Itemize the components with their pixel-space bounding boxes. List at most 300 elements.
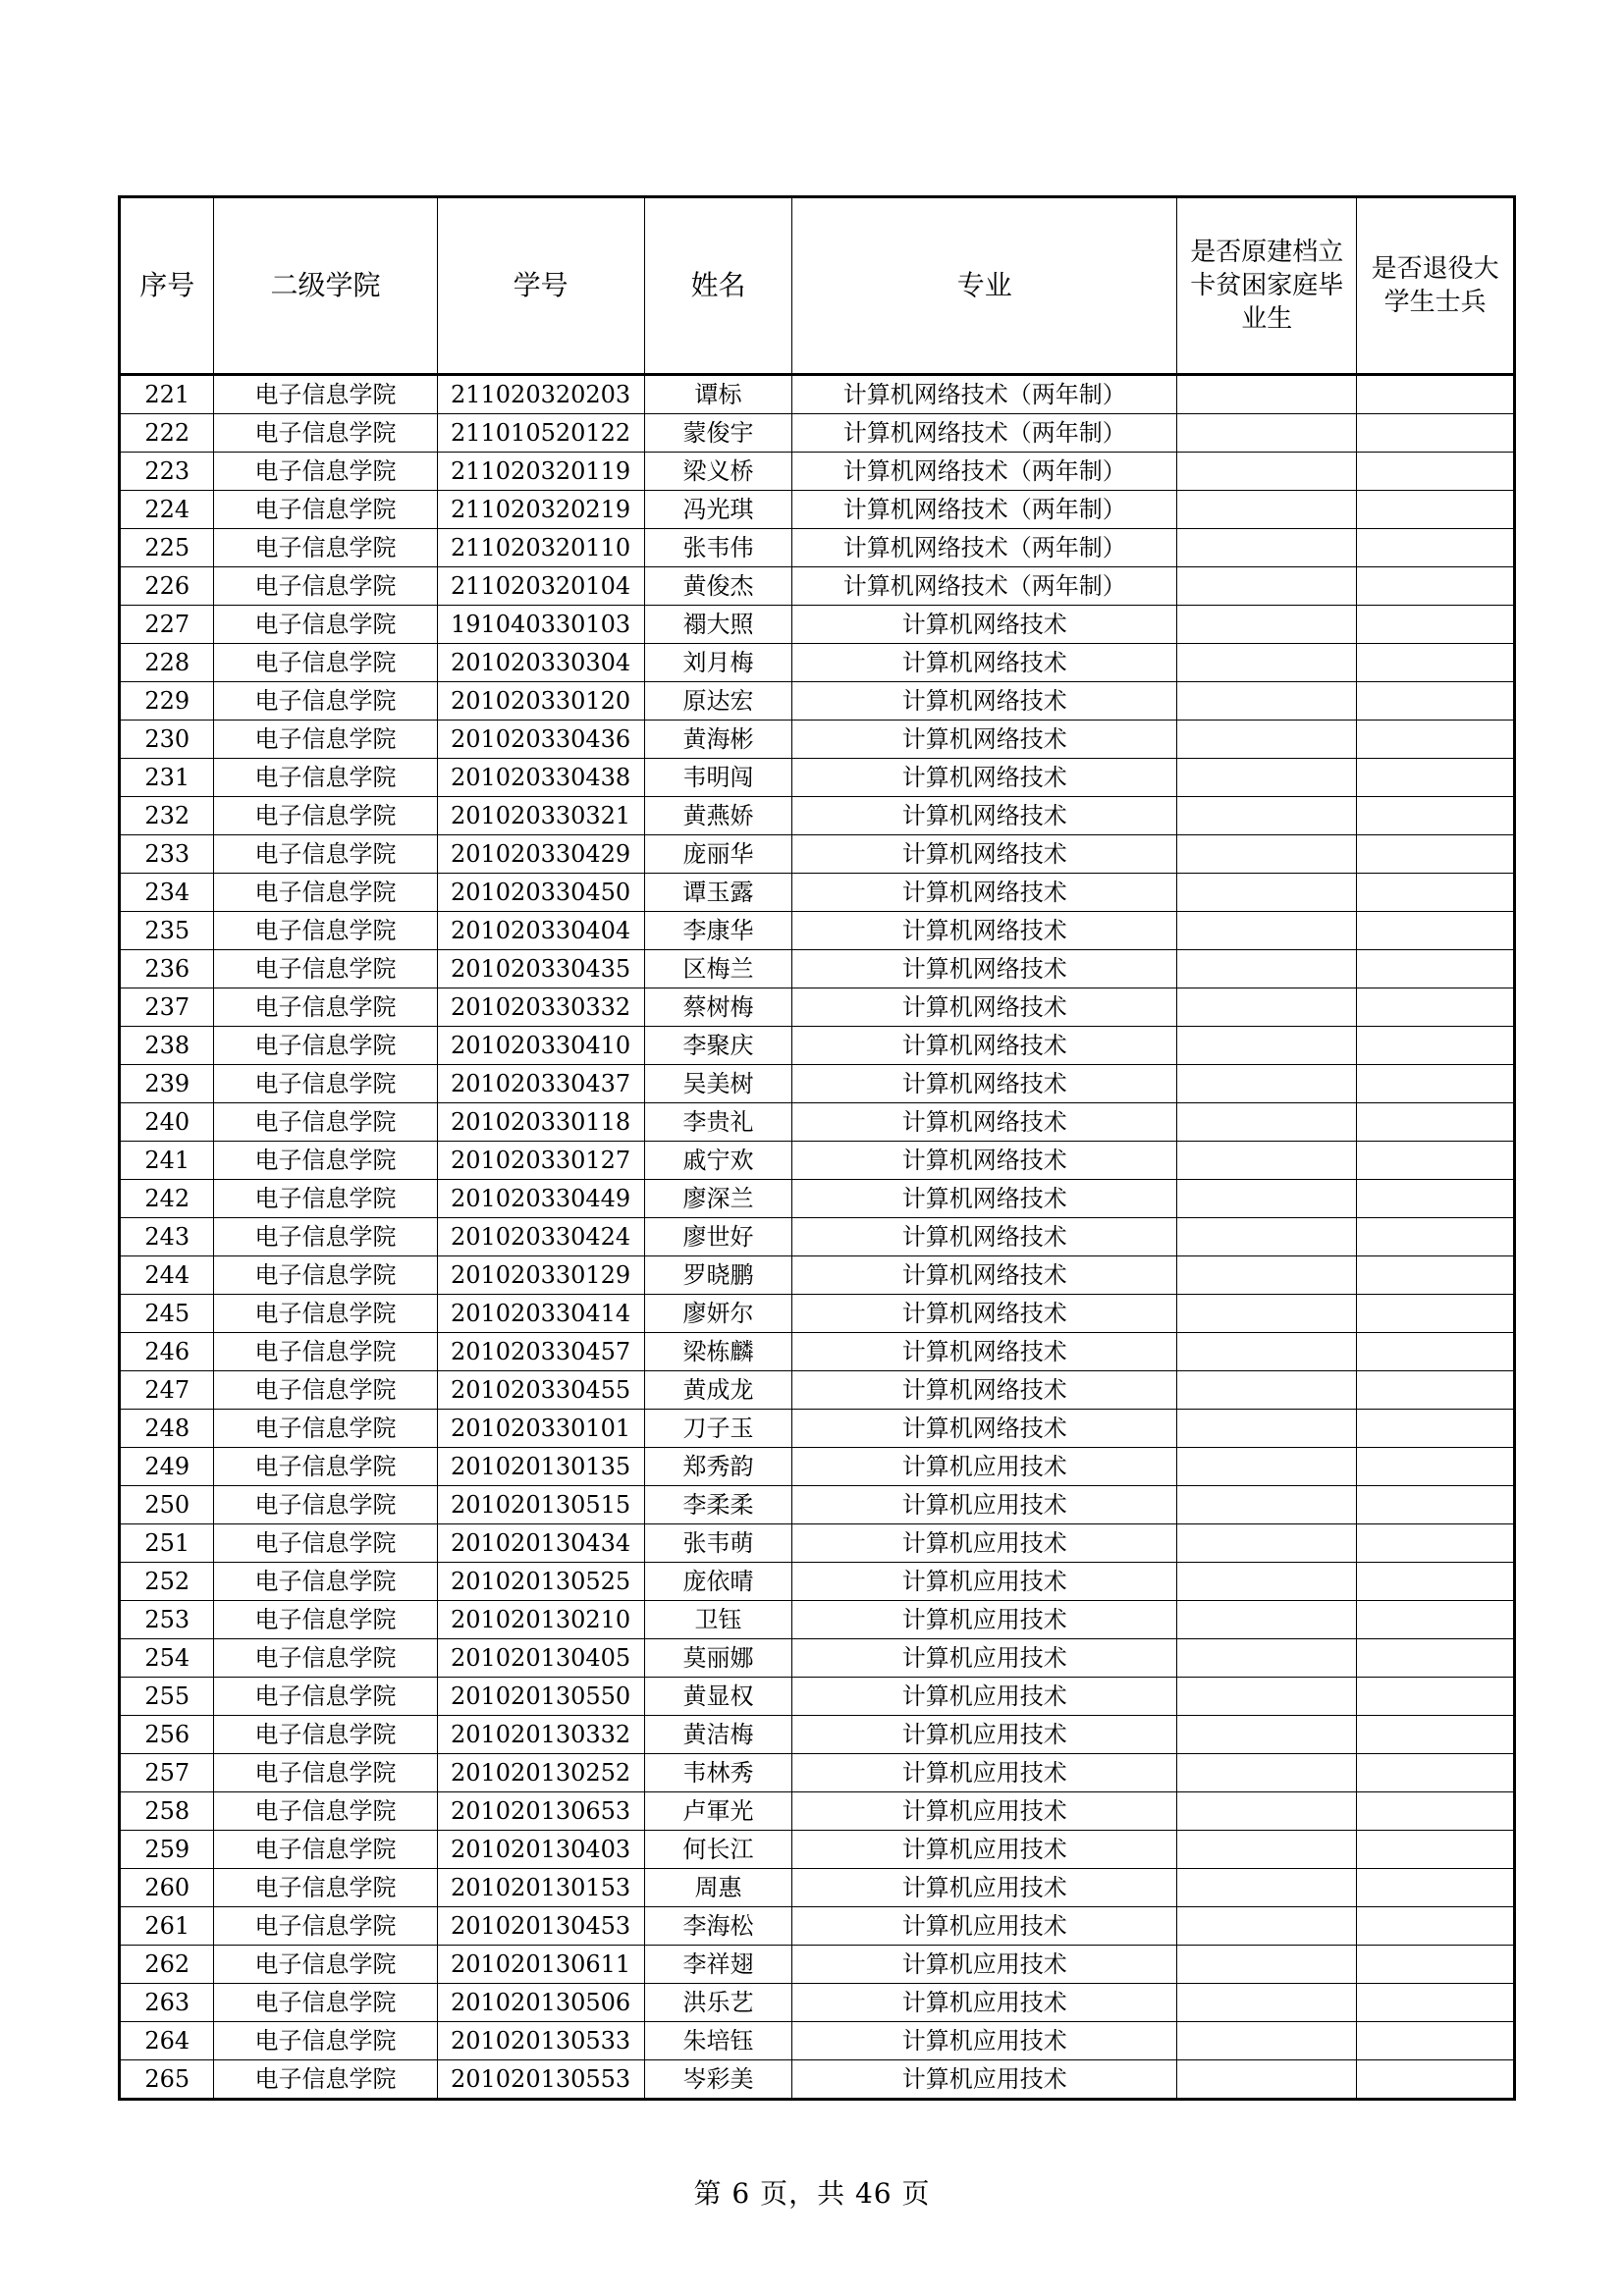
cell-college: 电子信息学院 xyxy=(214,1946,437,1984)
cell-college: 电子信息学院 xyxy=(214,1984,437,2022)
cell-student-id: 201020330414 xyxy=(437,1295,644,1333)
cell-name: 李祥翅 xyxy=(644,1946,792,1984)
cell-college: 电子信息学院 xyxy=(214,606,437,644)
cell-student-id: 201020130153 xyxy=(437,1869,644,1907)
cell-student-id: 201020330304 xyxy=(437,644,644,682)
cell-poor-family xyxy=(1177,950,1357,988)
cell-seq: 222 xyxy=(120,414,214,453)
cell-poor-family xyxy=(1177,1218,1357,1256)
cell-student-id: 211010520122 xyxy=(437,414,644,453)
cell-major: 计算机应用技术 xyxy=(792,1448,1177,1486)
cell-student-id: 201020330120 xyxy=(437,682,644,721)
cell-college: 电子信息学院 xyxy=(214,1180,437,1218)
cell-poor-family xyxy=(1177,1754,1357,1792)
cell-seq: 235 xyxy=(120,912,214,950)
cell-seq: 223 xyxy=(120,453,214,491)
cell-student-id: 201020130210 xyxy=(437,1601,644,1639)
table-row xyxy=(120,1371,1515,1410)
cell-poor-family xyxy=(1177,414,1357,453)
cell-veteran xyxy=(1357,567,1515,606)
cell-student-id: 191040330103 xyxy=(437,606,644,644)
cell-student-id: 201020330457 xyxy=(437,1333,644,1371)
cell-seq: 236 xyxy=(120,950,214,988)
cell-major: 计算机网络技术 xyxy=(792,912,1177,950)
table-row xyxy=(120,1639,1515,1678)
cell-poor-family xyxy=(1177,1907,1357,1946)
cell-veteran xyxy=(1357,1524,1515,1563)
cell-student-id: 201020330321 xyxy=(437,797,644,835)
header-seq: 序号 xyxy=(120,197,214,375)
table-row xyxy=(120,529,1515,567)
cell-seq: 248 xyxy=(120,1410,214,1448)
cell-college: 电子信息学院 xyxy=(214,644,437,682)
cell-seq: 265 xyxy=(120,2060,214,2100)
cell-poor-family xyxy=(1177,1333,1357,1371)
cell-seq: 242 xyxy=(120,1180,214,1218)
cell-veteran xyxy=(1357,682,1515,721)
cell-college: 电子信息学院 xyxy=(214,874,437,912)
cell-veteran xyxy=(1357,1218,1515,1256)
cell-veteran xyxy=(1357,835,1515,874)
cell-seq: 234 xyxy=(120,874,214,912)
cell-college: 电子信息学院 xyxy=(214,1792,437,1831)
cell-seq: 263 xyxy=(120,1984,214,2022)
cell-veteran xyxy=(1357,1333,1515,1371)
cell-seq: 245 xyxy=(120,1295,214,1333)
cell-seq: 252 xyxy=(120,1563,214,1601)
cell-college: 电子信息学院 xyxy=(214,414,437,453)
cell-name: 吴美树 xyxy=(644,1065,792,1103)
cell-veteran xyxy=(1357,1256,1515,1295)
cell-student-id: 201020130434 xyxy=(437,1524,644,1563)
cell-major: 计算机网络技术（两年制） xyxy=(792,375,1177,414)
cell-college: 电子信息学院 xyxy=(214,567,437,606)
cell-name: 刘月梅 xyxy=(644,644,792,682)
cell-college: 电子信息学院 xyxy=(214,988,437,1027)
cell-college: 电子信息学院 xyxy=(214,835,437,874)
cell-name: 张韦萌 xyxy=(644,1524,792,1563)
cell-major: 计算机网络技术 xyxy=(792,1333,1177,1371)
cell-major: 计算机应用技术 xyxy=(792,1754,1177,1792)
cell-major: 计算机网络技术 xyxy=(792,1180,1177,1218)
cell-poor-family xyxy=(1177,1831,1357,1869)
table-row xyxy=(120,2060,1515,2100)
cell-major: 计算机网络技术 xyxy=(792,797,1177,835)
cell-student-id: 201020330127 xyxy=(437,1142,644,1180)
cell-name: 黄显权 xyxy=(644,1678,792,1716)
cell-college: 电子信息学院 xyxy=(214,1486,437,1524)
cell-veteran xyxy=(1357,721,1515,759)
table-row xyxy=(120,1486,1515,1524)
cell-veteran xyxy=(1357,2022,1515,2060)
cell-major: 计算机应用技术 xyxy=(792,1831,1177,1869)
cell-student-id: 201020330436 xyxy=(437,721,644,759)
cell-seq: 233 xyxy=(120,835,214,874)
cell-veteran xyxy=(1357,1563,1515,1601)
table-row xyxy=(120,1180,1515,1218)
cell-poor-family xyxy=(1177,2060,1357,2100)
cell-seq: 246 xyxy=(120,1333,214,1371)
cell-college: 电子信息学院 xyxy=(214,1142,437,1180)
cell-student-id: 201020330435 xyxy=(437,950,644,988)
cell-veteran xyxy=(1357,644,1515,682)
cell-veteran xyxy=(1357,1639,1515,1678)
cell-major: 计算机网络技术 xyxy=(792,644,1177,682)
table-row xyxy=(120,644,1515,682)
cell-seq: 237 xyxy=(120,988,214,1027)
cell-college: 电子信息学院 xyxy=(214,1295,437,1333)
cell-major: 计算机网络技术 xyxy=(792,759,1177,797)
table-row xyxy=(120,1410,1515,1448)
cell-poor-family xyxy=(1177,682,1357,721)
cell-major: 计算机应用技术 xyxy=(792,1639,1177,1678)
cell-seq: 255 xyxy=(120,1678,214,1716)
cell-name: 庞依晴 xyxy=(644,1563,792,1601)
table-row xyxy=(120,414,1515,453)
cell-poor-family xyxy=(1177,1371,1357,1410)
cell-veteran xyxy=(1357,1027,1515,1065)
table-row xyxy=(120,1524,1515,1563)
cell-veteran xyxy=(1357,491,1515,529)
cell-name: 黄成龙 xyxy=(644,1371,792,1410)
cell-student-id: 201020330118 xyxy=(437,1103,644,1142)
cell-student-id: 201020330129 xyxy=(437,1256,644,1295)
cell-poor-family xyxy=(1177,606,1357,644)
cell-veteran xyxy=(1357,912,1515,950)
cell-seq: 226 xyxy=(120,567,214,606)
cell-college: 电子信息学院 xyxy=(214,529,437,567)
cell-poor-family xyxy=(1177,1524,1357,1563)
table-row xyxy=(120,567,1515,606)
table-row xyxy=(120,1716,1515,1754)
cell-major: 计算机应用技术 xyxy=(792,2022,1177,2060)
cell-college: 电子信息学院 xyxy=(214,491,437,529)
table-row xyxy=(120,1065,1515,1103)
cell-major: 计算机网络技术 xyxy=(792,606,1177,644)
table-row xyxy=(120,797,1515,835)
cell-veteran xyxy=(1357,375,1515,414)
cell-college: 电子信息学院 xyxy=(214,1639,437,1678)
cell-veteran xyxy=(1357,1754,1515,1792)
cell-veteran xyxy=(1357,1142,1515,1180)
header-row xyxy=(120,197,1515,375)
cell-name: 黄燕娇 xyxy=(644,797,792,835)
cell-seq: 258 xyxy=(120,1792,214,1831)
cell-poor-family xyxy=(1177,1180,1357,1218)
table-header xyxy=(120,197,1515,375)
cell-student-id: 201020130515 xyxy=(437,1486,644,1524)
cell-poor-family xyxy=(1177,988,1357,1027)
table-row xyxy=(120,1869,1515,1907)
cell-name: 黄洁梅 xyxy=(644,1716,792,1754)
cell-seq: 240 xyxy=(120,1103,214,1142)
cell-name: 罗晓鹏 xyxy=(644,1256,792,1295)
cell-poor-family xyxy=(1177,1678,1357,1716)
cell-major: 计算机应用技术 xyxy=(792,1792,1177,1831)
cell-seq: 259 xyxy=(120,1831,214,1869)
cell-name: 李柔柔 xyxy=(644,1486,792,1524)
cell-veteran xyxy=(1357,1907,1515,1946)
cell-name: 李聚庆 xyxy=(644,1027,792,1065)
cell-college: 电子信息学院 xyxy=(214,759,437,797)
cell-student-id: 201020330449 xyxy=(437,1180,644,1218)
cell-student-id: 211020320110 xyxy=(437,529,644,567)
cell-major: 计算机网络技术 xyxy=(792,721,1177,759)
cell-major: 计算机应用技术 xyxy=(792,1984,1177,2022)
cell-poor-family xyxy=(1177,1716,1357,1754)
cell-seq: 264 xyxy=(120,2022,214,2060)
table-row xyxy=(120,1984,1515,2022)
table-row xyxy=(120,1907,1515,1946)
cell-veteran xyxy=(1357,1448,1515,1486)
cell-poor-family xyxy=(1177,1295,1357,1333)
cell-veteran xyxy=(1357,1946,1515,1984)
cell-name: 冯光琪 xyxy=(644,491,792,529)
cell-major: 计算机网络技术 xyxy=(792,1371,1177,1410)
table-row xyxy=(120,950,1515,988)
table-row xyxy=(120,1333,1515,1371)
cell-student-id: 201020130611 xyxy=(437,1946,644,1984)
cell-college: 电子信息学院 xyxy=(214,950,437,988)
table-row xyxy=(120,1256,1515,1295)
cell-college: 电子信息学院 xyxy=(214,1027,437,1065)
cell-college: 电子信息学院 xyxy=(214,721,437,759)
cell-poor-family xyxy=(1177,1065,1357,1103)
cell-poor-family xyxy=(1177,375,1357,414)
cell-major: 计算机网络技术 xyxy=(792,1142,1177,1180)
cell-veteran xyxy=(1357,1831,1515,1869)
cell-college: 电子信息学院 xyxy=(214,2022,437,2060)
cell-student-id: 201020130453 xyxy=(437,1907,644,1946)
cell-poor-family xyxy=(1177,874,1357,912)
cell-college: 电子信息学院 xyxy=(214,1065,437,1103)
cell-name: 戚宁欢 xyxy=(644,1142,792,1180)
cell-poor-family xyxy=(1177,1639,1357,1678)
cell-college: 电子信息学院 xyxy=(214,1371,437,1410)
cell-name: 廖深兰 xyxy=(644,1180,792,1218)
cell-student-id: 201020330332 xyxy=(437,988,644,1027)
cell-seq: 243 xyxy=(120,1218,214,1256)
cell-name: 区梅兰 xyxy=(644,950,792,988)
cell-seq: 232 xyxy=(120,797,214,835)
cell-poor-family xyxy=(1177,1256,1357,1295)
cell-major: 计算机网络技术 xyxy=(792,1256,1177,1295)
cell-major: 计算机网络技术 xyxy=(792,1410,1177,1448)
cell-major: 计算机应用技术 xyxy=(792,1524,1177,1563)
cell-name: 卢軍光 xyxy=(644,1792,792,1831)
table-row xyxy=(120,1218,1515,1256)
cell-college: 电子信息学院 xyxy=(214,797,437,835)
cell-seq: 257 xyxy=(120,1754,214,1792)
cell-name: 李康华 xyxy=(644,912,792,950)
cell-poor-family xyxy=(1177,1410,1357,1448)
cell-college: 电子信息学院 xyxy=(214,1103,437,1142)
cell-name: 谭标 xyxy=(644,375,792,414)
cell-college: 电子信息学院 xyxy=(214,1754,437,1792)
cell-major: 计算机应用技术 xyxy=(792,1486,1177,1524)
cell-college: 电子信息学院 xyxy=(214,1410,437,1448)
table-row xyxy=(120,1792,1515,1831)
cell-veteran xyxy=(1357,1410,1515,1448)
cell-student-id: 201020130653 xyxy=(437,1792,644,1831)
cell-student-id: 201020130506 xyxy=(437,1984,644,2022)
cell-major: 计算机网络技术 xyxy=(792,682,1177,721)
student-roster-table xyxy=(118,195,1516,2101)
cell-poor-family xyxy=(1177,491,1357,529)
cell-veteran xyxy=(1357,988,1515,1027)
cell-veteran xyxy=(1357,1601,1515,1639)
cell-name: 张韦伟 xyxy=(644,529,792,567)
table-row xyxy=(120,453,1515,491)
cell-seq: 231 xyxy=(120,759,214,797)
cell-seq: 228 xyxy=(120,644,214,682)
cell-student-id: 201020330429 xyxy=(437,835,644,874)
table-row xyxy=(120,1946,1515,1984)
cell-major: 计算机应用技术 xyxy=(792,1601,1177,1639)
cell-poor-family xyxy=(1177,2022,1357,2060)
cell-major: 计算机应用技术 xyxy=(792,1946,1177,1984)
cell-poor-family xyxy=(1177,453,1357,491)
cell-student-id: 201020130403 xyxy=(437,1831,644,1869)
cell-major: 计算机网络技术（两年制） xyxy=(792,491,1177,529)
cell-student-id: 211020320203 xyxy=(437,375,644,414)
table-row xyxy=(120,682,1515,721)
cell-major: 计算机网络技术（两年制） xyxy=(792,567,1177,606)
header-poor-family: 是否原建档立卡贫困家庭毕业生 xyxy=(1177,197,1357,375)
cell-major: 计算机应用技术 xyxy=(792,1563,1177,1601)
cell-seq: 249 xyxy=(120,1448,214,1486)
cell-seq: 254 xyxy=(120,1639,214,1678)
cell-student-id: 201020130525 xyxy=(437,1563,644,1601)
header-college: 二级学院 xyxy=(214,197,437,375)
cell-seq: 224 xyxy=(120,491,214,529)
cell-major: 计算机网络技术（两年制） xyxy=(792,529,1177,567)
cell-veteran xyxy=(1357,606,1515,644)
cell-poor-family xyxy=(1177,1448,1357,1486)
cell-student-id: 201020330101 xyxy=(437,1410,644,1448)
table-row xyxy=(120,721,1515,759)
cell-veteran xyxy=(1357,797,1515,835)
table-row xyxy=(120,1754,1515,1792)
cell-major: 计算机应用技术 xyxy=(792,1716,1177,1754)
cell-name: 梁义桥 xyxy=(644,453,792,491)
cell-veteran xyxy=(1357,1984,1515,2022)
cell-college: 电子信息学院 xyxy=(214,912,437,950)
cell-poor-family xyxy=(1177,1792,1357,1831)
table-row xyxy=(120,1295,1515,1333)
cell-seq: 221 xyxy=(120,375,214,414)
cell-major: 计算机网络技术 xyxy=(792,1218,1177,1256)
cell-poor-family xyxy=(1177,797,1357,835)
cell-veteran xyxy=(1357,453,1515,491)
cell-college: 电子信息学院 xyxy=(214,1524,437,1563)
table-body xyxy=(120,375,1515,2100)
cell-major: 计算机网络技术 xyxy=(792,835,1177,874)
cell-poor-family xyxy=(1177,1601,1357,1639)
cell-veteran xyxy=(1357,1716,1515,1754)
cell-student-id: 201020330437 xyxy=(437,1065,644,1103)
cell-poor-family xyxy=(1177,759,1357,797)
cell-veteran xyxy=(1357,1295,1515,1333)
cell-college: 电子信息学院 xyxy=(214,1256,437,1295)
cell-name: 周惠 xyxy=(644,1869,792,1907)
cell-poor-family xyxy=(1177,1984,1357,2022)
cell-major: 计算机网络技术 xyxy=(792,1103,1177,1142)
cell-veteran xyxy=(1357,1065,1515,1103)
cell-college: 电子信息学院 xyxy=(214,1831,437,1869)
cell-seq: 227 xyxy=(120,606,214,644)
cell-major: 计算机应用技术 xyxy=(792,2060,1177,2100)
cell-student-id: 201020130553 xyxy=(437,2060,644,2100)
cell-poor-family xyxy=(1177,1946,1357,1984)
cell-student-id: 201020330455 xyxy=(437,1371,644,1410)
cell-name: 黄俊杰 xyxy=(644,567,792,606)
table-row xyxy=(120,606,1515,644)
cell-seq: 239 xyxy=(120,1065,214,1103)
cell-name: 蒙俊宇 xyxy=(644,414,792,453)
cell-name: 廖妍尔 xyxy=(644,1295,792,1333)
cell-poor-family xyxy=(1177,721,1357,759)
cell-name: 岑彩美 xyxy=(644,2060,792,2100)
cell-veteran xyxy=(1357,1486,1515,1524)
cell-student-id: 201020330450 xyxy=(437,874,644,912)
cell-name: 廖世好 xyxy=(644,1218,792,1256)
table-row xyxy=(120,375,1515,414)
table-row xyxy=(120,1601,1515,1639)
cell-seq: 238 xyxy=(120,1027,214,1065)
cell-veteran xyxy=(1357,1792,1515,1831)
table-row xyxy=(120,1142,1515,1180)
cell-major: 计算机应用技术 xyxy=(792,1869,1177,1907)
cell-college: 电子信息学院 xyxy=(214,1563,437,1601)
cell-major: 计算机网络技术 xyxy=(792,1065,1177,1103)
cell-student-id: 201020130550 xyxy=(437,1678,644,1716)
cell-veteran xyxy=(1357,1371,1515,1410)
table-row xyxy=(120,835,1515,874)
cell-name: 卫钰 xyxy=(644,1601,792,1639)
cell-college: 电子信息学院 xyxy=(214,1678,437,1716)
cell-veteran xyxy=(1357,950,1515,988)
table-row xyxy=(120,874,1515,912)
header-student-id: 学号 xyxy=(437,197,644,375)
cell-poor-family xyxy=(1177,1027,1357,1065)
cell-name: 原达宏 xyxy=(644,682,792,721)
cell-name: 何长江 xyxy=(644,1831,792,1869)
cell-name: 刀子玉 xyxy=(644,1410,792,1448)
header-name: 姓名 xyxy=(644,197,792,375)
cell-veteran xyxy=(1357,2060,1515,2100)
cell-student-id: 201020330410 xyxy=(437,1027,644,1065)
cell-college: 电子信息学院 xyxy=(214,1448,437,1486)
cell-seq: 261 xyxy=(120,1907,214,1946)
cell-veteran xyxy=(1357,1869,1515,1907)
cell-seq: 262 xyxy=(120,1946,214,1984)
cell-student-id: 211020320119 xyxy=(437,453,644,491)
cell-veteran xyxy=(1357,414,1515,453)
table-row xyxy=(120,1448,1515,1486)
cell-student-id: 201020130533 xyxy=(437,2022,644,2060)
cell-seq: 253 xyxy=(120,1601,214,1639)
cell-student-id: 211020320219 xyxy=(437,491,644,529)
cell-poor-family xyxy=(1177,835,1357,874)
cell-major: 计算机应用技术 xyxy=(792,1907,1177,1946)
cell-name: 谭玉露 xyxy=(644,874,792,912)
cell-seq: 229 xyxy=(120,682,214,721)
cell-name: 莫丽娜 xyxy=(644,1639,792,1678)
cell-major: 计算机应用技术 xyxy=(792,1678,1177,1716)
cell-college: 电子信息学院 xyxy=(214,1218,437,1256)
header-veteran: 是否退役大学生士兵 xyxy=(1357,197,1515,375)
